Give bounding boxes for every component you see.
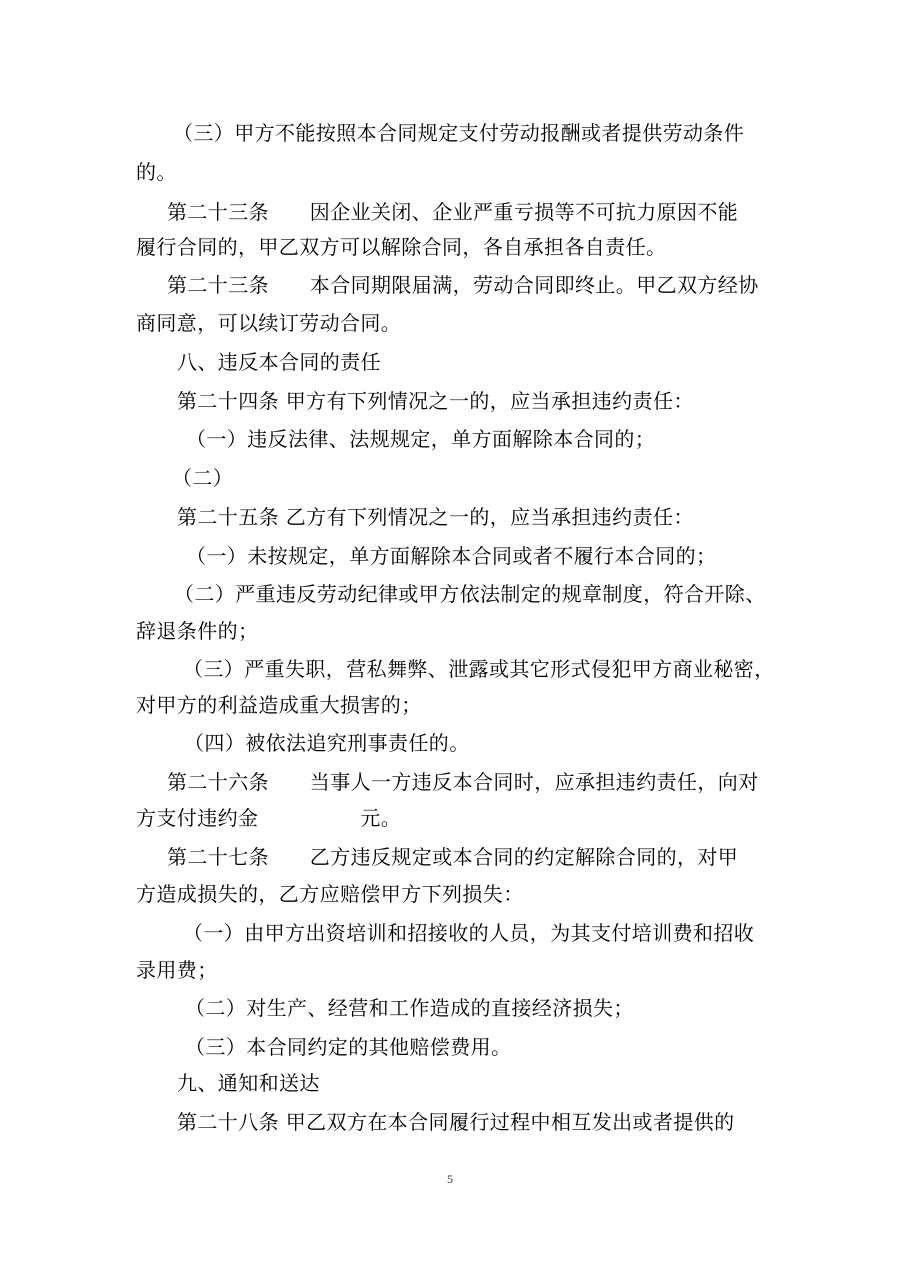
text-line: 第二十三条 本合同期限届满，劳动合同即终止。甲乙双方经协: [167, 273, 759, 297]
text-line: 商同意，可以续订劳动合同。: [136, 311, 402, 335]
text-line: 对甲方的利益造成重大损害的；: [136, 693, 422, 717]
section-heading: 八、违反本合同的责任: [177, 350, 381, 374]
text-line: （二）: [172, 466, 234, 490]
text-line: 方造成损失的，乙方应赔偿甲方下列损失：: [136, 882, 524, 906]
text-line: （二）对生产、经营和工作造成的直接经济损失；: [185, 996, 634, 1020]
text-line: 的。: [136, 160, 177, 184]
text-line: （三）严重失职，营私舞弊、泄露或其它形式侵犯甲方商业秘密，: [183, 657, 775, 681]
text-line: （三）甲方不能按照本合同规定支付劳动报酬或者提供劳动条件: [173, 121, 745, 145]
text-line: 第二十五条 乙方有下列情况之一的，应当承担违约责任：: [177, 505, 694, 529]
text-line: （二）严重违反劳动纪律或甲方依法制定的规章制度，符合开除、: [174, 582, 766, 606]
text-line: 辞退条件的；: [136, 619, 259, 643]
text-line: 第二十三条 因企业关闭、企业严重亏损等不可抗力原因不能: [167, 200, 739, 224]
text-line: （一）违反法律、法规规定，单方面解除本合同的；: [186, 427, 656, 451]
text-line: 第二十四条 甲方有下列情况之一的，应当承担违约责任：: [177, 389, 694, 413]
section-heading: 九、通知和送达: [177, 1071, 320, 1095]
text-line: （一）未按规定，单方面解除本合同或者不履行本合同的；: [186, 544, 717, 568]
text-line: （三）本合同约定的其他赔偿费用。: [185, 1035, 512, 1059]
text-line: 第二十六条 当事人一方违反本合同时，应承担违约责任，向对: [167, 770, 759, 794]
text-line: 第二十七条 乙方违反规定或本合同的约定解除合同的，对甲: [167, 845, 739, 869]
page-number: 5: [447, 1172, 453, 1186]
text-line: 方支付违约金 元。: [136, 806, 402, 830]
text-line: 履行合同的，甲乙双方可以解除合同，各自承担各自责任。: [136, 235, 667, 259]
text-line: （一）由甲方出资培训和招接收的人员，为其支付培训费和招收: [183, 921, 755, 945]
text-line: 录用费；: [136, 958, 218, 982]
text-line: （四）被依法追究刑事责任的。: [184, 731, 470, 755]
text-line: 第二十八条 甲乙双方在本合同履行过程中相互发出或者提供的: [177, 1110, 735, 1134]
